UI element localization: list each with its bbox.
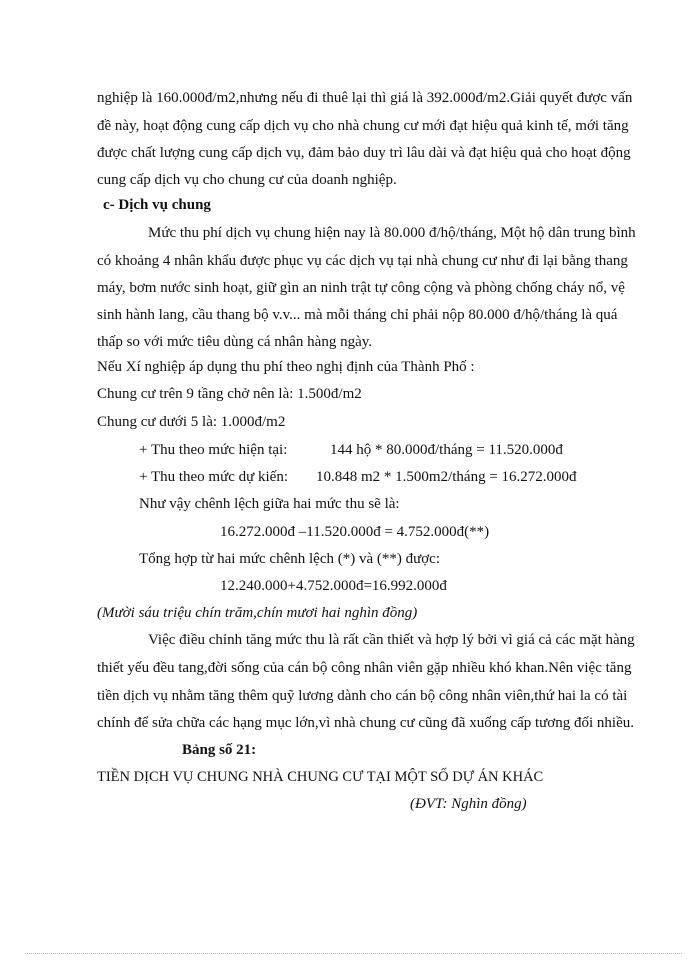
paragraph-line: thiết yếu đều tang,đời sống của cán bộ công nhân viên gặp nhiều khó khan.Nên việc tăng — [97, 660, 632, 676]
paragraph-line: máy, bơm nước sinh hoạt, giữ gìn an ninh trật tự công cộng và phòng chống cháy nổ, vệ — [97, 280, 625, 296]
paragraph-line: Việc điều chỉnh tăng mức thu là rất cần thiết và hợp lý bởi vì giá cả các mặt hàng — [148, 632, 635, 648]
paragraph-line: tiền dịch vụ nhằm tăng thêm quỹ lương dành cho cán bộ công nhân viên,thứ hai la có tài — [97, 688, 628, 704]
paragraph-line: thấp so với mức tiêu dùng cá nhân hàng ngày. — [97, 334, 373, 350]
table-title: TIỀN DỊCH VỤ CHUNG NHÀ CHUNG CƯ TẠI MỘT SỐ DỰ ÁN KHÁC — [97, 769, 544, 785]
text-line: Chung cư dưới 5 là: 1.000đ/m2 — [97, 414, 286, 430]
calc-value: 10.848 m2 * 1.500m2/tháng = 16.272.000đ — [316, 469, 577, 485]
text-line: Nếu Xí nghiệp áp dụng thu phí theo nghị định của Thành Phố : — [97, 359, 475, 375]
formula-line: 16.272.000đ –11.520.000đ = 4.752.000đ(**) — [220, 524, 490, 540]
paragraph-line: nghiệp là 160.000đ/m2,nhưng nếu đi thuê lại thì giá là 392.000đ/m2.Giải quyết được vấn — [97, 90, 633, 106]
table-label: Bảng số 21: — [182, 742, 257, 758]
paragraph-line: có khoảng 4 nhân khẩu được phục vụ các dịch vụ tại nhà chung cư như đi lại bằng thang — [97, 253, 628, 269]
paragraph-line: đề này, hoạt động cung cấp dịch vụ cho nhà chung cư mới đạt hiệu quả kinh tế, mới tăng — [97, 118, 629, 134]
formula-line: 12.240.000+4.752.000đ=16.992.000đ — [220, 578, 447, 594]
calc-label: + Thu theo mức hiện tại: — [139, 442, 288, 458]
text-line: Tổng hợp từ hai mức chênh lệch (*) và (**) được: — [139, 551, 440, 567]
paragraph-line: cung cấp dịch vụ cho chung cư của doanh nghiệp. — [97, 172, 397, 188]
paragraph-line: Mức thu phí dịch vụ chung hiện nay là 80.000 đ/hộ/tháng, Một hộ dân trung bình — [148, 225, 636, 241]
calc-label: + Thu theo mức dự kiến: — [139, 469, 289, 485]
text-line: Chung cư trên 9 tầng chở nên là: 1.500đ/m2 — [97, 386, 362, 402]
calc-value: 144 hộ * 80.000đ/tháng = 11.520.000đ — [330, 442, 563, 458]
amount-in-words: (Mười sáu triệu chín trăm,chín mươi hai nghìn đồng) — [97, 605, 418, 621]
text-line: Như vậy chênh lệch giữa hai mức thu sẽ là: — [139, 496, 400, 512]
paragraph-line: được chất lượng cung cấp dịch vụ, đảm bảo duy trì lâu dài và đạt hiệu quả cho hoạt động — [97, 145, 631, 161]
section-heading: c- Dịch vụ chung — [103, 197, 211, 213]
paragraph-line: chính để sửa chữa các hạng mục lớn,vì nhà chung cư cũng đã xuống cấp tương đối nhiều. — [97, 715, 634, 731]
paragraph-line: sinh hành lang, cầu thang bộ v.v... mà mỗi tháng chỉ phải nộp 80.000 đ/hộ/tháng là quá — [97, 307, 618, 323]
table-unit: (ĐVT: Nghìn đồng) — [410, 796, 527, 812]
page-divider — [25, 953, 682, 954]
